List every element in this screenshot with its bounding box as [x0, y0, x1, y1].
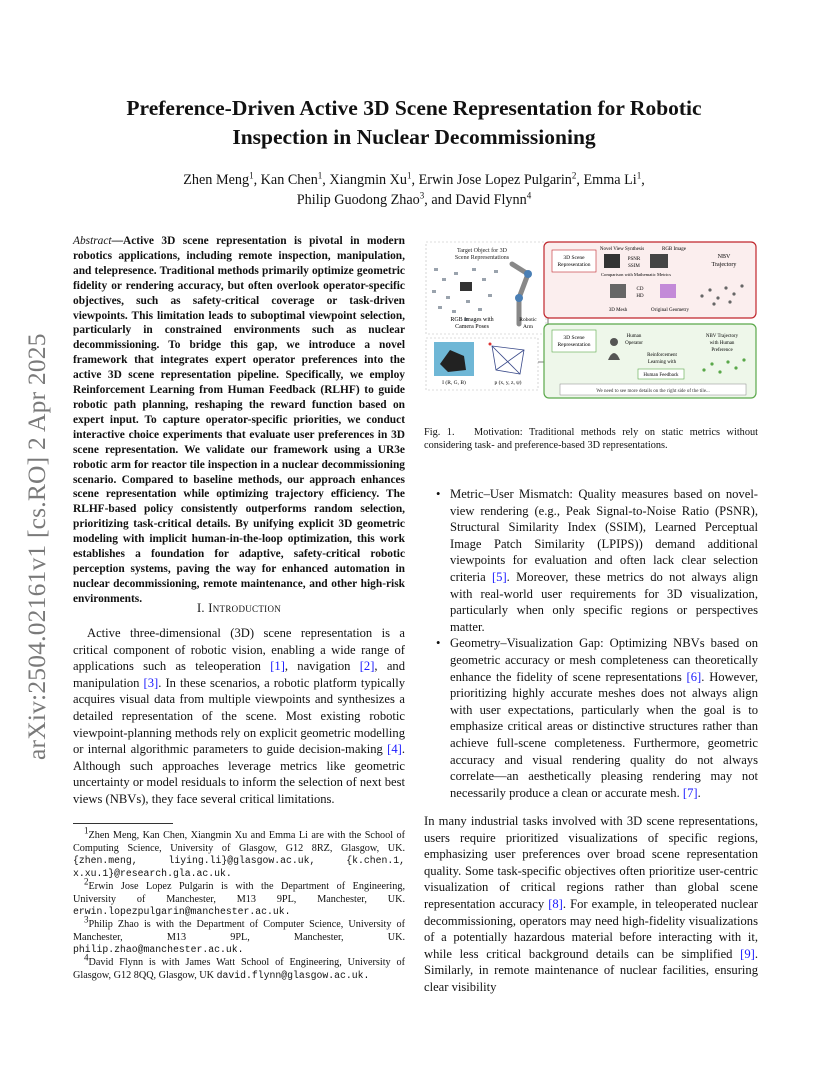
- nvs-label: Novel View Synthesis: [599, 247, 645, 252]
- footnote-mark: 1: [84, 825, 89, 836]
- abstract: [73, 234, 405, 607]
- text-run: , and manipulation: [73, 659, 405, 690]
- citation-link[interactable]: [4]: [387, 742, 402, 757]
- figure-caption: [424, 426, 758, 452]
- author-name: Kan Chen: [260, 172, 318, 188]
- citation-link[interactable]: [1]: [270, 659, 285, 674]
- nbv-trajectory-label: NBV: [717, 254, 731, 260]
- footnote-email[interactable]: erwin.lopezpulgarin@manchester.ac.uk.: [73, 906, 291, 918]
- text-run: . Although such approaches leverage metrics like geometric uncertainty or model residuals to inform the selection of next best views (NBVs), they face several critical limitations.: [73, 742, 405, 806]
- citation-link[interactable]: [3]: [143, 675, 159, 690]
- footnote-text: Philip Zhao is with the Department of Computer Science, University of Manchester, M13 9PL, Manchester, UK.: [73, 918, 405, 943]
- citation-link[interactable]: [8]: [548, 896, 563, 911]
- affil-mark: 2: [571, 170, 577, 181]
- rl-label: Learning with: [647, 360, 677, 365]
- paper-title: [60, 94, 768, 152]
- footnote-mark: 3: [84, 914, 89, 925]
- geometry-render: [660, 284, 676, 298]
- target-label: Target Object for 3D: [457, 248, 507, 254]
- image-label: I (R, G, B): [442, 380, 466, 386]
- text-run: . However, prioritizing highly accurate meshes does not always align with user expectations, particularly when the goal is to emphasize critical areas or distinctive structures rather than achieve full-scene completeness. Furthermore, geometric accuracy and visual rendering quality do not always correlate—an aesthetically pleasing rendering may not necessarily produce a clean or accurate mesh.: [450, 669, 758, 800]
- citation-link[interactable]: [5]: [491, 569, 507, 584]
- nbv-pref-label: NBV Trajectory: [705, 334, 739, 339]
- scene-repr-label: Representation: [557, 342, 591, 348]
- citation-link[interactable]: [9]: [740, 946, 755, 961]
- text-run: . For example, in teleoperated nuclear decommissioning, operators may need high-fidelity visualizations of a potentially hazardous material before interacting with it, while less critical background details can be simplified: [424, 896, 758, 961]
- rgb-poses-label: RGB Images with: [450, 317, 494, 323]
- footnote-mark: 4: [84, 952, 89, 963]
- human-operator-label: Human: [626, 334, 642, 339]
- footnote-rule: [73, 823, 173, 824]
- bullet-head: Metric–User Mismatch:: [450, 487, 579, 501]
- affil-mark: 1: [317, 170, 323, 181]
- citation-link[interactable]: [2]: [359, 659, 375, 674]
- author-name: Zhen Meng: [183, 172, 250, 188]
- target-object-icon: [460, 282, 472, 291]
- footnote-text: David Flynn is with James Watt School of Engineering, University of Glasgow, G12 8QQ, Glasgow, UK: [73, 957, 405, 981]
- citation-link[interactable]: [6]: [686, 669, 702, 684]
- text-run: . Moreover, these metrics do not always align with real-world user requirements for 3D visualization, particularly when only specific regions or perspectives matter.: [450, 569, 758, 634]
- human-operator-label: Operator: [625, 341, 643, 346]
- author-name: Emma Li: [583, 172, 637, 188]
- caption-label: Fig. 1.: [424, 427, 455, 438]
- comparison-label: Comparison with Mathematic Metrics: [600, 272, 672, 277]
- title-line-2: Inspection in Nuclear Decommissioning: [232, 125, 596, 149]
- affil-mark: 4: [526, 190, 532, 201]
- cd-label: CD: [636, 287, 644, 292]
- human-operator-icon: [610, 338, 618, 346]
- hd-label: HD: [636, 294, 644, 299]
- caption-text: Motivation: Traditional methods rely on static metrics without considering task- and preference-based 3D representations.: [424, 427, 758, 451]
- intro-paragraph: [73, 625, 405, 808]
- nbv-trajectory-label: Trajectory: [711, 262, 737, 268]
- text-run: . In these scenarios, a robotic platform typically acquires visual data from multiple viewpoints and synthesizes a detailed representation of the scene. Most existing robotic viewpoint-planning methods rely on explicit geometric modelling or internal algorithmic parameters to guide decision-making: [73, 675, 405, 757]
- rgb-poses-label: Camera Poses: [455, 324, 489, 330]
- figure-1: [424, 238, 758, 410]
- footnote-text: Zhen Meng, Kan Chen, Xiangmin Xu and Emma Li are with the School of Computing Science, University of Glasgow, G12 8RZ, Glasgow, UK.: [73, 830, 405, 854]
- rgb-render: [650, 254, 668, 268]
- section-number: I.: [196, 601, 205, 615]
- scene-repr-label: 3D Scene: [563, 335, 585, 341]
- author-name: and David Flynn: [431, 192, 527, 208]
- author-list: Zhen Meng$^1$, Kan Chen$^1$, Xiangmin Xu$^1$, Erwin Jose Lopez Pulgarin$^2$, Emma Li$^1$, Philip Guodong Zhao$^3$, and David Flynn$^4$: [183, 170, 645, 208]
- bullet-item: [424, 635, 758, 801]
- robotic-arm-label: Arm: [522, 324, 534, 330]
- nbv-pref-label: with Human: [709, 341, 735, 346]
- section-title: Introduction: [208, 601, 282, 615]
- text-run: Optimizing NBVs based on geometric accuracy or mesh completeness can theoretically enhance the fidelity of scene representations: [450, 636, 758, 684]
- abstract-text: —Active 3D scene representation is pivotal in modern robotics applications, including remote inspection, manipulation, and telepresence. Traditional methods primarily optimize geometric fidelity or rendering accuracy, but often overlook operator-specific objectives, such as safety-critical coverage or task-driven viewpoints. This limitation leads to suboptimal viewpoint selection, particularly in constrained environments such as nuclear decommissioning. To bridge this gap, we introduce a novel framework that integrates expert operator preferences into the active 3D scene representation pipeline. Specifically, we employ Reinforcement Learning from Human Feedback (RLHF) to guide robotic path planning, reshaping the reward function based on expert input. To capture operator-specific priorities, we conduct interactive choice experiments that evaluate user preferences in 3D scene representation. We validate our framework using a UR3e robotic arm for reactor tile inspection in a nuclear decommissioning scenario. Compared to baseline methods, our approach enhances scene representation while optimizing trajectory efficiency. The RLHF-based policy consistently outperforms random selection, prioritizing task-critical details. By unifying explicit 3D geometric modeling with implicit human-in-the-loop optimization, this work establishes a foundation for adaptive, safety-critical robotic perception systems, paving the way for enhanced automation in nuclear decommissioning, remote maintenance, and other high-risk environments.: [73, 235, 405, 605]
- bullet-item: [424, 486, 758, 635]
- section-heading: [73, 601, 405, 616]
- author-name: Xiangmin Xu: [329, 172, 408, 188]
- ssim-label: SSIM: [628, 264, 640, 269]
- title-line-1: Preference-Driven Active 3D Scene Representation for Robotic: [126, 96, 702, 120]
- affil-mark: 1: [249, 170, 254, 181]
- footnote-2: [73, 876, 405, 919]
- text-run: .: [697, 785, 701, 800]
- arxiv-id: arXiv:2504.02161v1 [cs.RO] 2 Apr 2025: [22, 333, 51, 760]
- bullet-dot: •: [436, 487, 441, 501]
- scene-repr-label-box: [552, 330, 596, 352]
- pose-label: p (x, y, z, ψ): [494, 380, 522, 386]
- bullet-head: Geometry–Visualization Gap:: [450, 636, 610, 651]
- footnote-text: Erwin Jose Lopez Pulgarin is with the Department of Engineering, University of Manchester, M13 9PL, Manchester, UK.: [73, 880, 405, 905]
- scene-repr-label: 3D Scene: [563, 255, 585, 261]
- footnote-email[interactable]: philip.zhao@manchester.ac.uk.: [73, 944, 244, 956]
- abstract-label: Abstract: [73, 235, 112, 247]
- nvs-render: [604, 254, 620, 268]
- author-name: Erwin Jose Lopez Pulgarin: [418, 172, 572, 188]
- footnote-email[interactable]: david.flynn@glasgow.ac.uk.: [216, 969, 370, 981]
- affil-mark: 3: [419, 190, 425, 201]
- text-run: , navigation: [284, 659, 360, 674]
- mesh-render: [610, 284, 626, 298]
- footnote-3: [73, 914, 405, 957]
- target-label: Scene Representations: [454, 255, 510, 261]
- text-run: . Similarly, in remote maintenance of nuclear facilities, ensuring clear visibility: [424, 946, 758, 994]
- footnote-4: [73, 952, 405, 982]
- footnote-email[interactable]: {zhen.meng, liying.li}@glasgow.ac.uk, {k.chen.1, x.xu.1}@research.gla.ac.uk.: [73, 855, 405, 880]
- footnote-1: [73, 825, 405, 881]
- text-run: In many industrial tasks involved with 3D scene representations, users require prioritized visualizations of specific regions, emphasizing user preferences over broad scene representation quality. Some task-specific objectives often prioritize user-centric visualization of critical regions rather than global scene representation accuracy: [424, 814, 758, 911]
- text-run: Active three-dimensional (3D) scene representation is a critical component of robotic vision, enabling a wide range of applications such as teleoperation: [73, 626, 405, 674]
- author-name: Philip Guodong Zhao: [296, 192, 420, 208]
- right-paragraph: [424, 813, 758, 996]
- psnr-label: PSNR: [627, 257, 641, 262]
- citation-link[interactable]: [7]: [682, 785, 698, 800]
- scene-repr-label-box: [552, 250, 596, 272]
- footnotes: [73, 825, 405, 982]
- bullet-list: [424, 486, 758, 801]
- mesh-label: 3D Mesh: [608, 308, 628, 313]
- arxiv-stamp: [8, 262, 58, 762]
- text-run: Quality measures based on novel-view rendering (e.g., Peak Signal-to-Noise Ratio (PSNR), Structural Similarity Index (SSIM), Learned Perceptual Image Patch Similarity (LPIPS)) demand additional viewpoints for evaluation and often lack clear selection criteria: [450, 487, 759, 584]
- scene-repr-label: Representation: [557, 262, 591, 268]
- nbv-pref-label: Preference: [711, 348, 733, 353]
- footnote-mark: 2: [84, 876, 89, 887]
- affil-mark: 1: [636, 170, 642, 181]
- orig-geometry-label: Original Geometry: [651, 308, 689, 313]
- speech-text: We need to see more details on the right side of the tile...: [596, 389, 710, 394]
- robotic-arm-label: Robotic: [519, 317, 537, 323]
- rgb-image-label: RGB Image: [661, 247, 687, 252]
- affil-mark: 1: [407, 170, 412, 181]
- hf-label: Human Feedback: [643, 373, 679, 378]
- rl-label: Reinforcement: [647, 353, 677, 358]
- bullet-dot: •: [436, 636, 441, 651]
